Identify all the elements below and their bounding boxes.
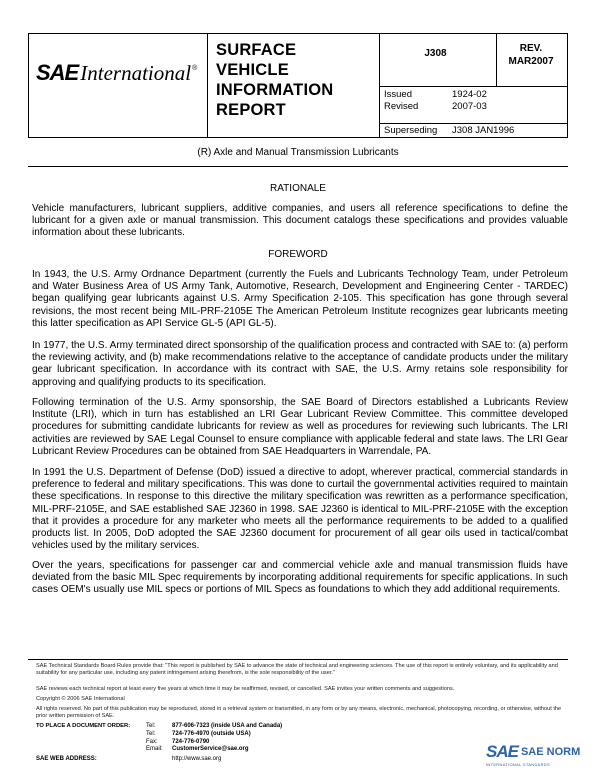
rev-label: REV.	[519, 43, 543, 54]
footer-rights: All rights reserved. No part of this publication may be reproduced, stored in a retrieval system or transmitted, in any form or by any means, electronic, mechanical, photocopying, recording, or otherwise, without the prior written permission of SAE.	[36, 706, 562, 719]
issued-label: Issued	[384, 89, 412, 100]
web-link[interactable]: http://www.sae.org	[172, 756, 222, 762]
report-type-line: REPORT	[216, 101, 286, 119]
contact-value: 724-776-0790	[172, 738, 210, 745]
document-subject: (R) Axle and Manual Transmission Lubricants	[197, 147, 399, 158]
foreword-paragraph: Over the years, specifications for passenger car and commercial vehicle axle and manual transmission fluids have deviated from the basic MIL Spec requirements by incorporating additional requirements for specific applications. In such cases OEM's usually use MIL specs or portions of MIL Specs as foundations to which they add additional requirements.	[32, 560, 568, 596]
divider	[28, 166, 568, 167]
sae-norm-logo-mark: SAE	[486, 742, 518, 761]
report-type	[216, 40, 356, 120]
foreword-paragraph: In 1943, the U.S. Army Ordnance Department (currently the Fuels and Lubricants Technology Team, under Petroleum and Water Business Area of US Army Tank, Automotive, Research, Development and Engineering Center - TARDEC) began qualifying gear lubricants against U.S. Army Specification 2-105. This specification has gone through several revisions, the most recent being MIL-PRF-2105E The American Petroleum Institute recognizes gear lubricants meeting this latter specification as API Service GL-5 (API GL-5).	[32, 269, 568, 329]
contact-value: 724-776-4970 (outside USA)	[172, 730, 251, 737]
issued-value: 1924-02	[452, 89, 487, 100]
foreword-paragraph: Following termination of the U.S. Army sponsorship, the SAE Board of Directors established a Lubricants Review Institute (LRI), which in turn has established an LRI Gear Lubricant Review Committee. This committee developed procedures for submitting candidate lubricants for review as well as procedures for reviewing such lubricants. The LRI activities are reviewed by SAE Legal Counsel to ensure compliance with applicable federal and state laws. The LRI Gear Lubricant Review Procedures can be obtained from SAE Headquarters in Warrendale, PA.	[32, 397, 568, 457]
revised-value: 2007-03	[452, 101, 487, 112]
contact-value: 877-606-7323 (inside USA and Canada)	[172, 723, 283, 729]
logo-trademark: ®	[192, 65, 198, 72]
sae-international-logo	[36, 60, 197, 86]
report-type-line: VEHICLE	[216, 61, 289, 79]
revised-label: Revised	[384, 101, 419, 112]
superseding-value: J308 JAN1996	[452, 125, 515, 136]
contact-label: Email:	[146, 746, 163, 753]
footer-divider	[28, 659, 568, 660]
logo-sae-text: SAE	[36, 60, 79, 85]
rationale-heading: RATIONALE	[270, 183, 326, 194]
document-number: J308	[424, 48, 447, 59]
sae-norm-logo-text: SAE NORM	[520, 746, 581, 758]
rev-value: MAR2007	[508, 56, 554, 67]
report-type-line: SURFACE	[216, 41, 297, 59]
contact-label: Tel:	[146, 730, 156, 737]
contact-label: Tel:	[146, 723, 156, 729]
foreword-paragraph: In 1991 the U.S. Department of Defense (DoD) issued a directive to adopt, wherever practical, commercial standards in preference to federal and military specifications. This was done to curtail the governmental activities required to maintain these specifications. In response to this directive the military specification was rewritten as a performance specification, MIL-PRF-2105E, and SAE established SAE J2360 in 1998. SAE J2360 is identical to MIL-PRF-2105E with the exception that it provides a procedure for any marketer who meets all the performance requirements to be added to a qualified products list. In 2005, DoD adopted the SAE J2360 document for procurement of all gear oils used in tactical/combat vehicles used by the military services.	[32, 467, 568, 552]
contact-values	[172, 723, 372, 754]
footer-notice: SAE reviews each technical report at least every five years at which time it may be reaffirmed, revised, or cancelled. SAE invites your written comments and suggestions.	[36, 686, 455, 692]
report-type-line: INFORMATION	[216, 81, 334, 99]
contact-label: Fax:	[146, 738, 158, 745]
superseding-label: Superseding	[384, 125, 438, 136]
footer-notice: SAE Technical Standards Board Rules provide that: "This report is published by SAE to advance the state of technical and engineering sciences. The use of this report is entirely voluntary, and its applicability and suitability for any particular use, including any patent infringement arising therefrom, is the sole responsibility of the user."	[36, 663, 558, 676]
logo-international-text: International	[80, 61, 192, 85]
order-label: TO PLACE A DOCUMENT ORDER:	[36, 723, 131, 729]
footer-copyright: Copyright © 2006 SAE International	[36, 696, 125, 702]
web-label: SAE WEB ADDRESS:	[36, 756, 97, 762]
email-link[interactable]: CustomerService@sae.org	[172, 746, 249, 753]
foreword-paragraph: In 1977, the U.S. Army terminated direct sponsorship of the qualification process and contracted with SAE to: (a) perform the reviewing activity, and (b) make recommendations relative to the acceptance of candidate products under the military gear lubricant specification. In accordance with its contract with SAE, the U.S. Army retains sole responsibility for approving and qualifying products to its specification.	[32, 340, 568, 388]
revision-block	[495, 42, 567, 68]
sae-norm-logo-sub: INTERNATIONAL STANDARDS	[486, 762, 550, 767]
rationale-text: Vehicle manufacturers, lubricant suppliers, additive companies, and users all reference specifications to define the lubricant for a given axle or manual transmission. This document catalogs these specifications and provides valuable information about these lubricants.	[32, 203, 568, 239]
foreword-heading: FOREWORD	[268, 249, 328, 260]
sae-norm-logo	[486, 742, 580, 762]
